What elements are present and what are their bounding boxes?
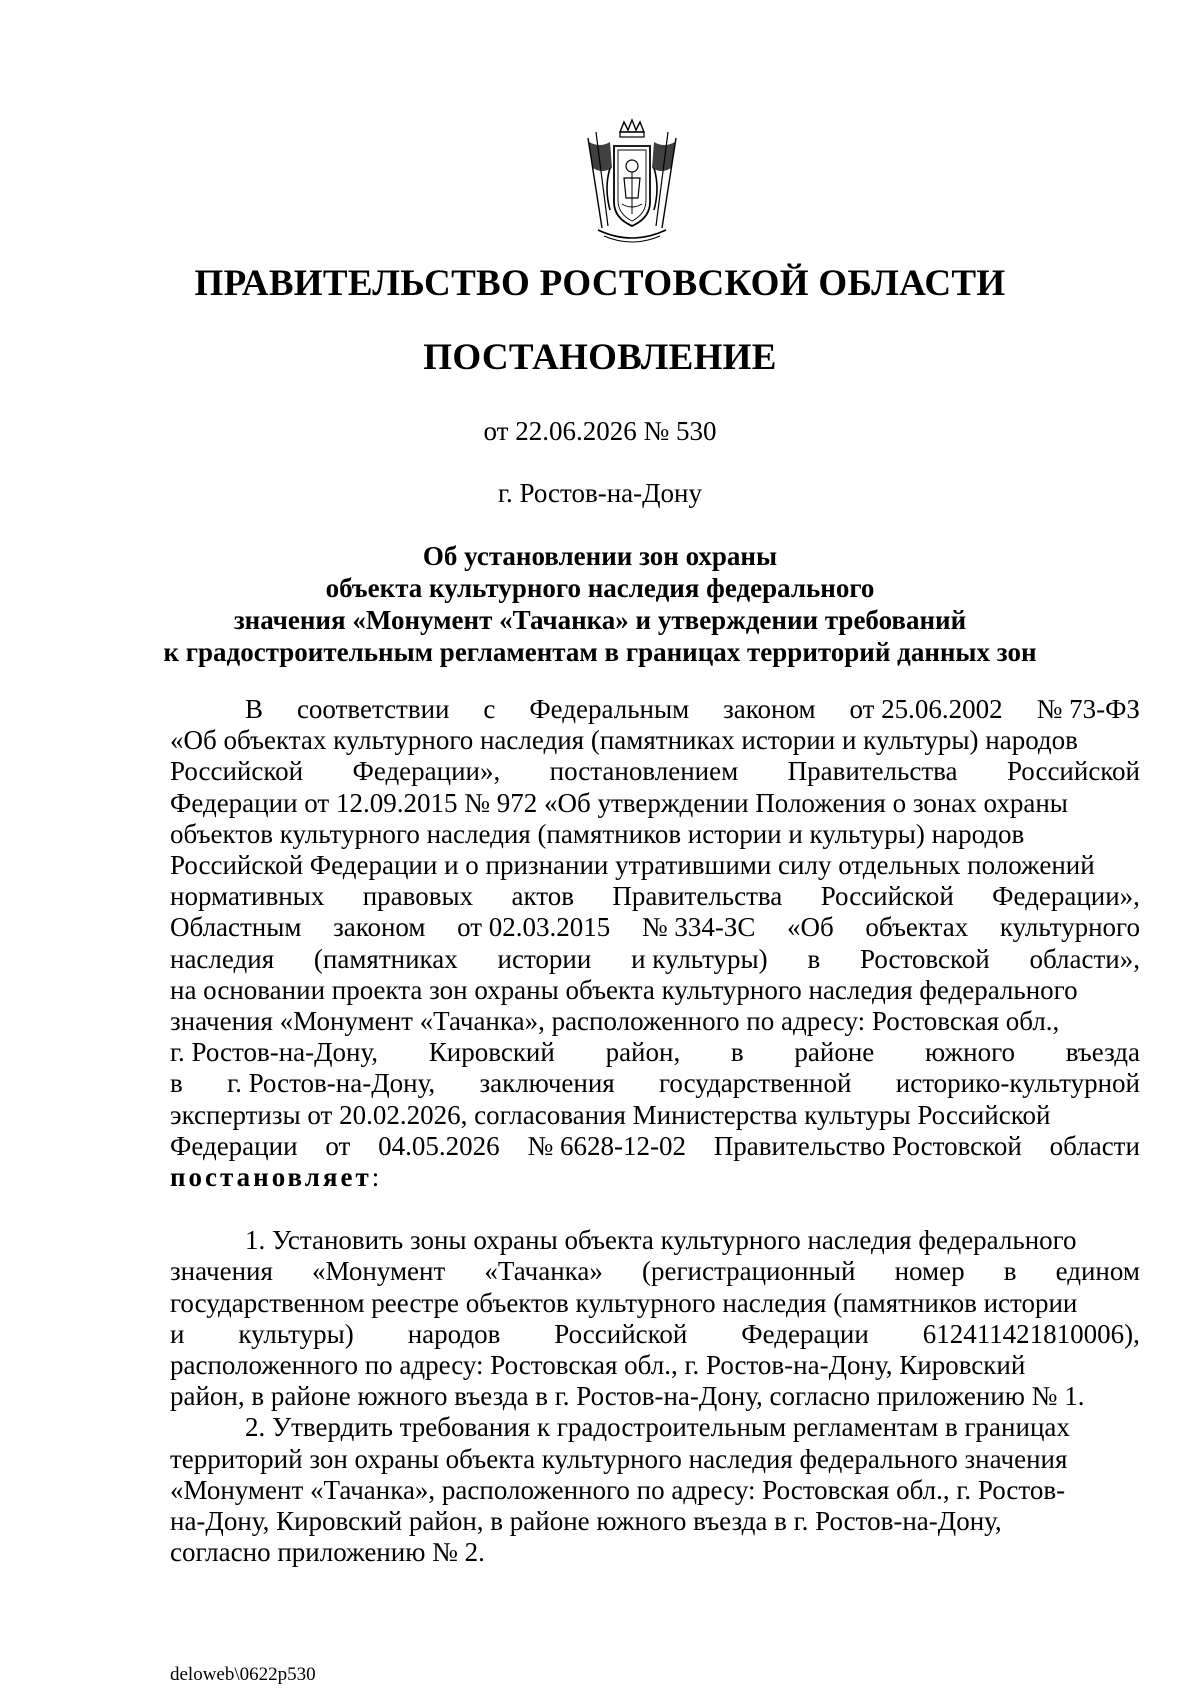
document-date-number: от 22.06.2026 № 530 (483, 416, 717, 446)
item-2-line: согласно приложению № 2. (170, 1537, 485, 1568)
preamble-line: Областным законом от 02.03.2015 № 334-ЗС «Об объектах культурного (170, 912, 1140, 943)
document-title (0, 540, 1200, 668)
preamble-line: «Об объектах культурного наследия (памятниках истории и культуры) народов (170, 725, 1078, 756)
preamble-line: Российской Федерации и о признании утратившими силу отдельных положений (170, 850, 1095, 881)
preamble-line: Российской Федерации», постановлением Правительства Российской (170, 756, 1140, 787)
title-line: Об установлении зон охраны (422, 541, 778, 571)
item-1-line: государственном реестре объектов культурного наследия (памятников истории (170, 1287, 1078, 1318)
document-city: г. Ростов-на-Дону (497, 478, 702, 508)
coat-of-arms-icon (580, 118, 684, 248)
document-type: ПОСТАНОВЛЕНИЕ (423, 337, 777, 378)
item-1-line: район, в районе южного въезда в г. Ростов-на-Дону, согласно приложению № 1. (170, 1381, 1085, 1412)
preamble-line: объектов культурного наследия (памятников истории и культуры) народов (170, 818, 1025, 849)
organization-name: ПРАВИТЕЛЬСТВО РОСТОВСКОЙ ОБЛАСТИ (194, 263, 1006, 304)
preamble-line: экспертизы от 20.02.2026, согласования Министерства культуры Российской (170, 1099, 1051, 1130)
preamble-line: на основании проекта зон охраны объекта культурного наследия федерального (170, 974, 1078, 1005)
decree-word: постановляет (170, 1162, 372, 1193)
preamble-line: наследия (памятниках истории и культуры) в Ростовской области», (170, 943, 1140, 974)
title-line: к градостроительным регламентам в границах территорий данных зон (163, 637, 1037, 667)
preamble-line: В соответствии с Федеральным законом от 25.06.2002 № 73-ФЗ (245, 694, 1140, 724)
file-reference: deloweb\0622p530 (170, 1664, 316, 1685)
decree-line (170, 1162, 1140, 1193)
preamble-line: нормативных правовых актов Правительства Российской Федерации», (170, 881, 1140, 912)
document-body (170, 694, 1140, 1568)
preamble-line: Федерации от 04.05.2026 № 6628-12-02 Правительство Ростовской области (170, 1130, 1140, 1161)
preamble-line: г. Ростов-на-Дону, Кировский район, в районе южного въезда (170, 1037, 1140, 1068)
decree-colon: : (371, 1162, 380, 1193)
item-1-line: значения «Монумент «Тачанка» (регистрационный номер в едином (170, 1256, 1140, 1287)
item-1-line: 1. Установить зоны охраны объекта культурного наследия федерального (245, 1225, 1077, 1256)
item-1-line: расположенного по адресу: Ростовская обл., г. Ростов-на-Дону, Кировский (170, 1350, 1026, 1381)
item-2-line: на-Дону, Кировский район, в районе южного въезда в г. Ростов-на-Дону, (170, 1506, 1002, 1537)
title-line: объекта культурного наследия федерального (325, 573, 875, 603)
preamble-line: в г. Ростов-на-Дону, заключения государственной историко-культурной (170, 1068, 1140, 1099)
preamble-line: Федерации от 12.09.2015 № 972 «Об утверждении Положения о зонах охраны (170, 787, 1068, 818)
item-2-line: «Монумент «Тачанка», расположенного по адресу: Ростовская обл., г. Ростов- (170, 1474, 1066, 1505)
title-line: значения «Монумент «Тачанка» и утверждении требований (233, 605, 967, 635)
item-1-line: и культуры) народов Российской Федерации 612411421810006), (170, 1318, 1140, 1349)
item-2-line: 2. Утвердить требования к градостроительным регламентам в границах (245, 1412, 1070, 1443)
item-2-line: территорий зон охраны объекта культурного наследия федерального значения (170, 1443, 1068, 1474)
preamble-line: значения «Монумент «Тачанка», расположенного по адресу: Ростовская обл., (170, 1006, 1060, 1037)
